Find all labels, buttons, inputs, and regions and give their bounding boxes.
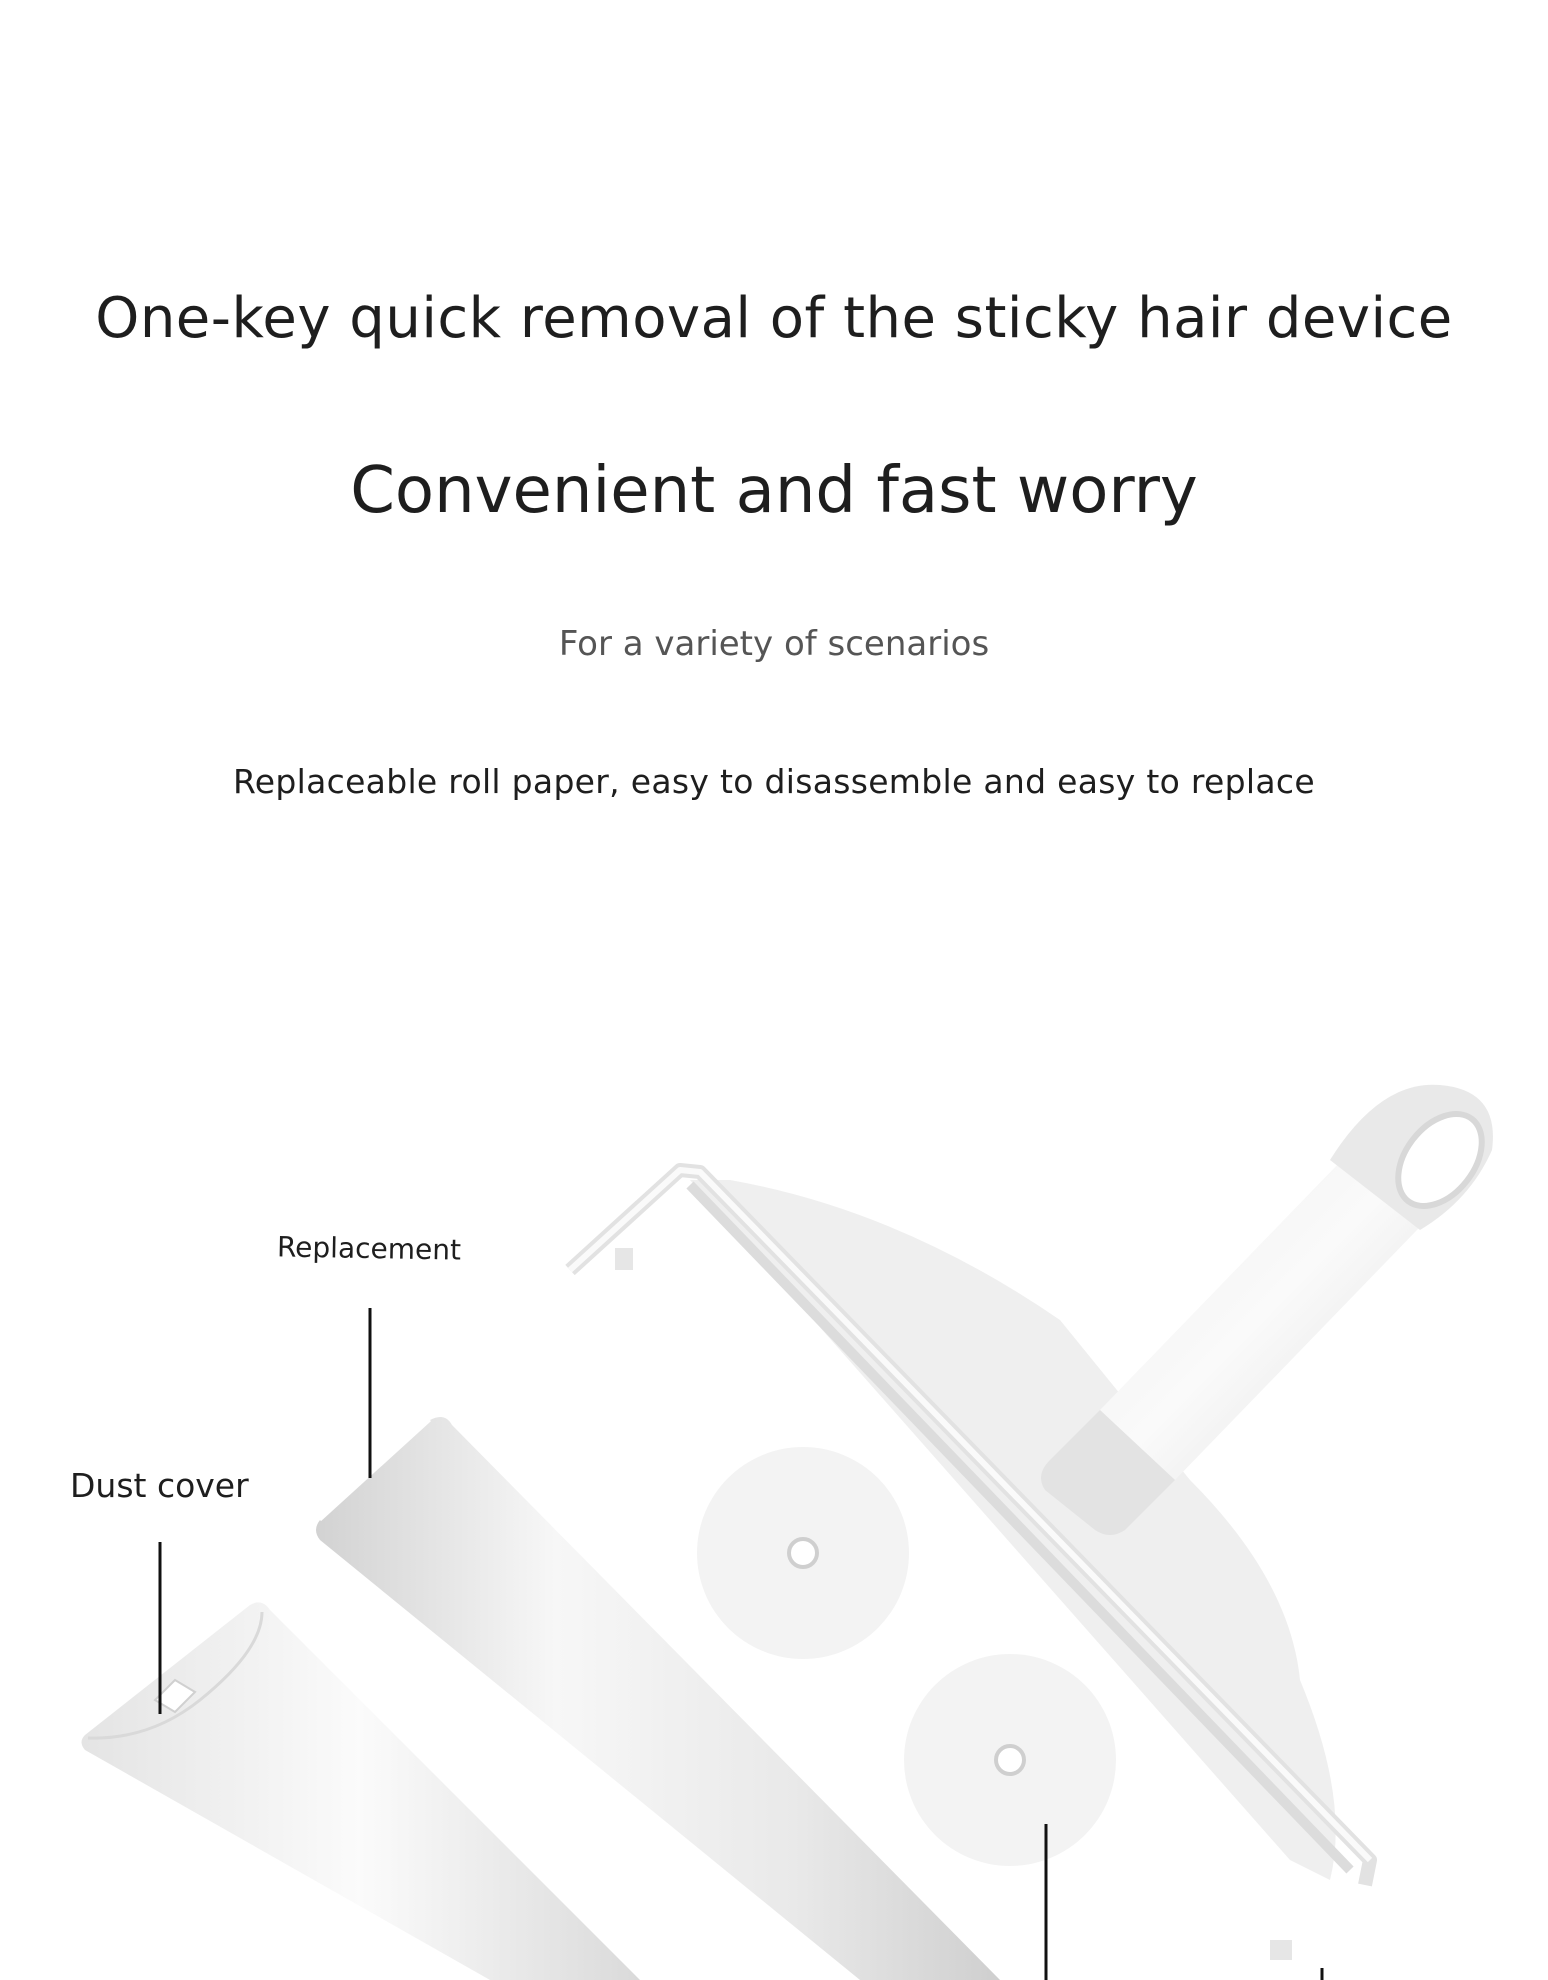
- roller-frame: [570, 1170, 1370, 1960]
- feature-description: Replaceable roll paper, easy to disassemble and easy to replace: [233, 762, 1315, 801]
- callout-dust-cover: Dust cover: [70, 1466, 249, 1505]
- tagline: For a variety of scenarios: [558, 624, 990, 664]
- end-cap-upper: [697, 1447, 909, 1659]
- handle: [1041, 1085, 1499, 1535]
- main-title: One-key quick removal of the sticky hair device: [95, 286, 1453, 351]
- dust-cover: [82, 1602, 641, 1980]
- end-cap-lower: [904, 1654, 1116, 1866]
- replacement-roll: [316, 1417, 1000, 1980]
- subtitle: Convenient and fast worry: [350, 454, 1198, 528]
- callout-replacement: Replacement: [276, 1230, 462, 1267]
